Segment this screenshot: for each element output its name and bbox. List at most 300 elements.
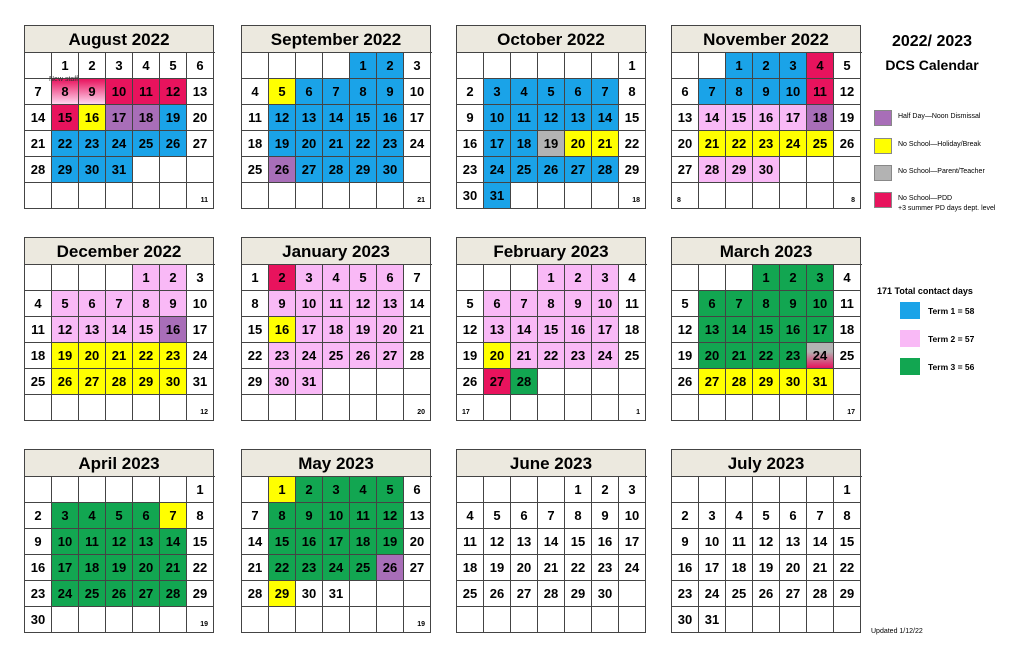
day-cell [377,131,404,157]
month-grid [241,264,432,421]
day-cell [672,581,699,607]
day-cell [484,343,511,369]
day-cell [187,581,214,607]
day-cell [780,131,807,157]
day-number: 6 [386,270,394,285]
month-header: January 2023 [241,237,431,264]
day-number: 25 [462,586,478,601]
day-number: 3 [196,270,204,285]
empty-cell [592,607,619,633]
empty-cell [672,53,699,79]
day-number: 1 [547,270,555,285]
day-cell [106,105,133,131]
day-number: 21 [516,348,532,363]
day-cell [780,529,807,555]
day-cell [106,53,133,79]
day-number: 6 [493,296,501,311]
day-cell [52,343,79,369]
day-cell [160,265,187,291]
day-cell [726,581,753,607]
day-cell [807,131,834,157]
day-number: 13 [785,534,801,549]
day-number: 15 [355,110,371,125]
month-header: February 2023 [456,237,646,264]
day-cell [377,157,404,183]
day-number: 23 [30,586,46,601]
day-cell [484,555,511,581]
empty-cell [592,53,619,79]
empty-cell [133,395,160,421]
empty-cell [242,607,269,633]
day-number: 25 [731,586,747,601]
day-number: 6 [305,84,313,99]
day-number: 9 [34,534,42,549]
day-number: 25 [84,586,100,601]
day-number: 2 [789,270,797,285]
empty-cell [834,183,861,209]
day-number: 9 [88,84,96,99]
day-cell [350,317,377,343]
empty-cell [538,369,565,395]
day-number: 31 [192,374,208,389]
day-number: 10 [328,508,344,523]
day-number: 29 [758,374,774,389]
month-day-count: 11 [200,197,208,204]
day-cell [52,581,79,607]
day-number: 22 [138,348,154,363]
day-number: 13 [138,534,154,549]
day-number: 7 [169,508,177,523]
day-cell [726,503,753,529]
day-number: 14 [409,296,425,311]
day-number: 9 [386,84,394,99]
day-number: 19 [489,560,505,575]
day-cell [457,317,484,343]
day-number: 2 [601,482,609,497]
day-cell [565,131,592,157]
day-number: 25 [839,348,855,363]
day-number: 27 [785,586,801,601]
day-cell [484,157,511,183]
day-cell [187,529,214,555]
calendar-title-name: DCS Calendar [885,57,979,73]
day-cell [672,343,699,369]
day-cell [25,555,52,581]
month-grid [241,476,432,633]
day-number: 18 [84,560,100,575]
day-cell [323,343,350,369]
day-number: 16 [677,560,693,575]
day-cell [296,529,323,555]
day-number: 9 [574,296,582,311]
day-cell [834,291,861,317]
day-cell [404,53,431,79]
day-number: 20 [409,534,425,549]
day-cell [699,581,726,607]
day-number: 14 [812,534,828,549]
empty-cell [726,265,753,291]
day-number: 8 [142,296,150,311]
day-number: 9 [601,508,609,523]
empty-cell [133,183,160,209]
empty-cell [187,607,214,633]
empty-cell [699,183,726,209]
day-number: 5 [169,58,177,73]
day-number: 27 [570,162,586,177]
day-cell [25,131,52,157]
day-cell [457,291,484,317]
legend-item-pdd [874,192,995,214]
day-cell [619,343,646,369]
day-number: 26 [382,560,398,575]
legend-label: Half Day—Noon Dismissal [898,113,981,120]
day-number: 28 [812,586,828,601]
empty-cell [538,395,565,421]
day-cell [780,343,807,369]
empty-cell [350,183,377,209]
empty-cell [807,607,834,633]
day-number: 19 [355,322,371,337]
day-number: 8 [359,84,367,99]
day-number: 22 [355,136,371,151]
day-number: 11 [248,110,262,125]
day-cell [753,529,780,555]
day-number: 21 [247,560,263,575]
day-cell [834,105,861,131]
day-cell [753,581,780,607]
day-cell [404,105,431,131]
day-cell [672,131,699,157]
day-cell [323,529,350,555]
day-cell [187,53,214,79]
day-number: 31 [812,374,828,389]
empty-cell [538,53,565,79]
day-number: 16 [785,322,801,337]
legend-item-half-day [874,110,980,126]
day-cell [592,503,619,529]
day-number: 10 [597,296,613,311]
empty-cell [187,183,214,209]
day-cell [672,369,699,395]
day-cell [699,157,726,183]
day-number: 2 [466,84,474,99]
day-cell [133,53,160,79]
day-number: 19 [382,534,398,549]
day-cell [753,105,780,131]
empty-cell [672,395,699,421]
day-number: 5 [762,508,770,523]
month-header: June 2023 [456,449,646,476]
empty-cell [377,607,404,633]
day-cell [296,343,323,369]
empty-cell [106,183,133,209]
day-cell [269,79,296,105]
day-cell [106,555,133,581]
day-cell [484,131,511,157]
day-number: 28 [543,586,559,601]
day-number: 6 [708,296,716,311]
day-cell [753,343,780,369]
day-number: 7 [115,296,123,311]
empty-cell [133,607,160,633]
empty-cell [511,395,538,421]
day-cell [457,105,484,131]
day-number: 3 [332,482,340,497]
day-cell [484,581,511,607]
day-number: 22 [624,136,640,151]
empty-cell [79,183,106,209]
empty-cell [25,265,52,291]
day-cell [619,105,646,131]
month-grid [24,52,215,209]
day-number: 26 [355,348,371,363]
day-cell [160,529,187,555]
month-grid [456,476,647,633]
day-number: 5 [547,84,555,99]
empty-cell [25,53,52,79]
day-cell [807,291,834,317]
empty-cell [780,607,807,633]
day-cell [726,369,753,395]
day-cell [484,79,511,105]
day-cell [52,529,79,555]
day-cell [350,53,377,79]
day-number: 29 [247,374,263,389]
empty-cell [565,395,592,421]
day-cell [377,343,404,369]
day-cell [457,503,484,529]
month-february-2023 [456,237,646,421]
empty-cell [106,265,133,291]
day-number: 17 [301,322,317,337]
day-number: 20 [84,348,100,363]
day-cell [323,291,350,317]
day-number: 2 [574,270,582,285]
day-number: 29 [57,162,73,177]
day-number: 10 [111,84,127,99]
day-cell [592,555,619,581]
day-cell [296,503,323,529]
day-cell [834,317,861,343]
day-cell [79,529,106,555]
day-cell [834,343,861,369]
empty-cell [484,395,511,421]
day-number: 12 [677,322,693,337]
day-number: 30 [462,188,478,203]
empty-cell [457,395,484,421]
month-header: December 2022 [24,237,214,264]
legend-item-parent-teacher [874,165,985,181]
day-number: 6 [196,58,204,73]
empty-cell [160,157,187,183]
day-number: 24 [57,586,73,601]
month-header: November 2022 [671,25,861,52]
day-cell [350,291,377,317]
day-cell [619,157,646,183]
day-cell [323,581,350,607]
empty-cell [592,395,619,421]
empty-cell [404,183,431,209]
day-number: 24 [785,136,801,151]
day-number: 17 [489,136,505,151]
day-cell [106,581,133,607]
day-cell [133,317,160,343]
day-number: 15 [839,534,855,549]
day-cell [269,317,296,343]
day-cell [511,529,538,555]
day-cell [753,555,780,581]
day-number: 21 [111,348,127,363]
day-number: 11 [732,534,746,549]
day-number: 13 [489,322,505,337]
day-cell [672,607,699,633]
day-cell [133,265,160,291]
month-grid [671,476,862,633]
empty-cell [160,395,187,421]
day-cell [296,291,323,317]
day-number: 30 [84,162,100,177]
day-number: 22 [570,560,586,575]
day-number: 24 [409,136,425,151]
day-cell [592,581,619,607]
day-number: 29 [355,162,371,177]
day-number: 4 [359,482,367,497]
day-cell [484,503,511,529]
day-number: 27 [516,586,532,601]
day-cell [807,79,834,105]
day-number: 10 [489,110,505,125]
empty-cell [52,183,79,209]
empty-cell [672,477,699,503]
day-number: 13 [677,110,693,125]
day-cell [25,369,52,395]
day-cell [133,79,160,105]
day-number: 12 [543,110,559,125]
day-number: 18 [328,322,344,337]
day-cell [753,291,780,317]
day-number: 17 [597,322,613,337]
empty-cell [296,53,323,79]
day-cell [726,131,753,157]
empty-cell [25,183,52,209]
legend-swatch [874,110,892,126]
day-number: 2 [681,508,689,523]
day-cell [25,157,52,183]
month-day-count: 18 [632,197,640,204]
day-cell [807,343,834,369]
day-number: 11 [139,84,153,99]
day-number: 14 [597,110,613,125]
day-cell [160,503,187,529]
day-number: 19 [758,560,774,575]
day-cell [133,343,160,369]
day-number: 20 [704,348,720,363]
terms-title: 171 Total contact days [877,286,973,296]
day-number: 5 [359,270,367,285]
day-number: 8 [278,508,286,523]
day-number: 15 [758,322,774,337]
empty-cell [323,183,350,209]
day-cell [511,581,538,607]
day-number: 10 [812,296,828,311]
day-cell [807,503,834,529]
day-cell [79,79,106,105]
day-cell [726,53,753,79]
empty-cell [511,183,538,209]
day-cell [457,79,484,105]
day-cell [25,607,52,633]
day-number: 20 [570,136,586,151]
day-cell [538,503,565,529]
day-cell [538,131,565,157]
day-cell [699,105,726,131]
month-header: July 2023 [671,449,861,476]
day-cell [538,555,565,581]
day-cell [187,265,214,291]
empty-cell [619,369,646,395]
day-cell [699,79,726,105]
month-december-2022 [24,237,214,421]
empty-cell [457,607,484,633]
day-cell [807,317,834,343]
day-number: 31 [111,162,127,177]
month-header: September 2022 [241,25,431,52]
day-number: 6 [88,296,96,311]
day-number: 21 [409,322,425,337]
empty-cell [619,395,646,421]
day-cell [25,343,52,369]
day-number: 14 [247,534,263,549]
day-cell [242,343,269,369]
day-cell [592,291,619,317]
day-number: 10 [704,534,720,549]
day-number: 5 [278,84,286,99]
month-october-2022 [456,25,646,209]
day-number: 15 [138,322,154,337]
day-number: 8 [843,508,851,523]
day-number: 18 [731,560,747,575]
day-cell [484,369,511,395]
day-number: 27 [138,586,154,601]
day-number: 6 [413,482,421,497]
day-cell [592,343,619,369]
day-cell [511,105,538,131]
month-day-count: 17 [847,409,855,416]
day-number: 12 [489,534,505,549]
term-swatch [900,358,920,375]
day-number: 27 [301,162,317,177]
day-cell [79,343,106,369]
month-header: April 2023 [24,449,214,476]
day-number: 9 [789,296,797,311]
day-number: 11 [356,508,370,523]
day-number: 30 [785,374,801,389]
day-number: 30 [758,162,774,177]
day-cell [350,343,377,369]
day-cell [377,265,404,291]
term-label: Term 1 = 58 [928,305,975,316]
legend-swatch [874,138,892,154]
day-cell [726,105,753,131]
day-cell [242,265,269,291]
day-number: 17 [624,534,640,549]
empty-cell [79,395,106,421]
day-number: 18 [516,136,532,151]
day-number: 25 [138,136,154,151]
day-cell [25,105,52,131]
day-cell [25,291,52,317]
day-cell [753,79,780,105]
